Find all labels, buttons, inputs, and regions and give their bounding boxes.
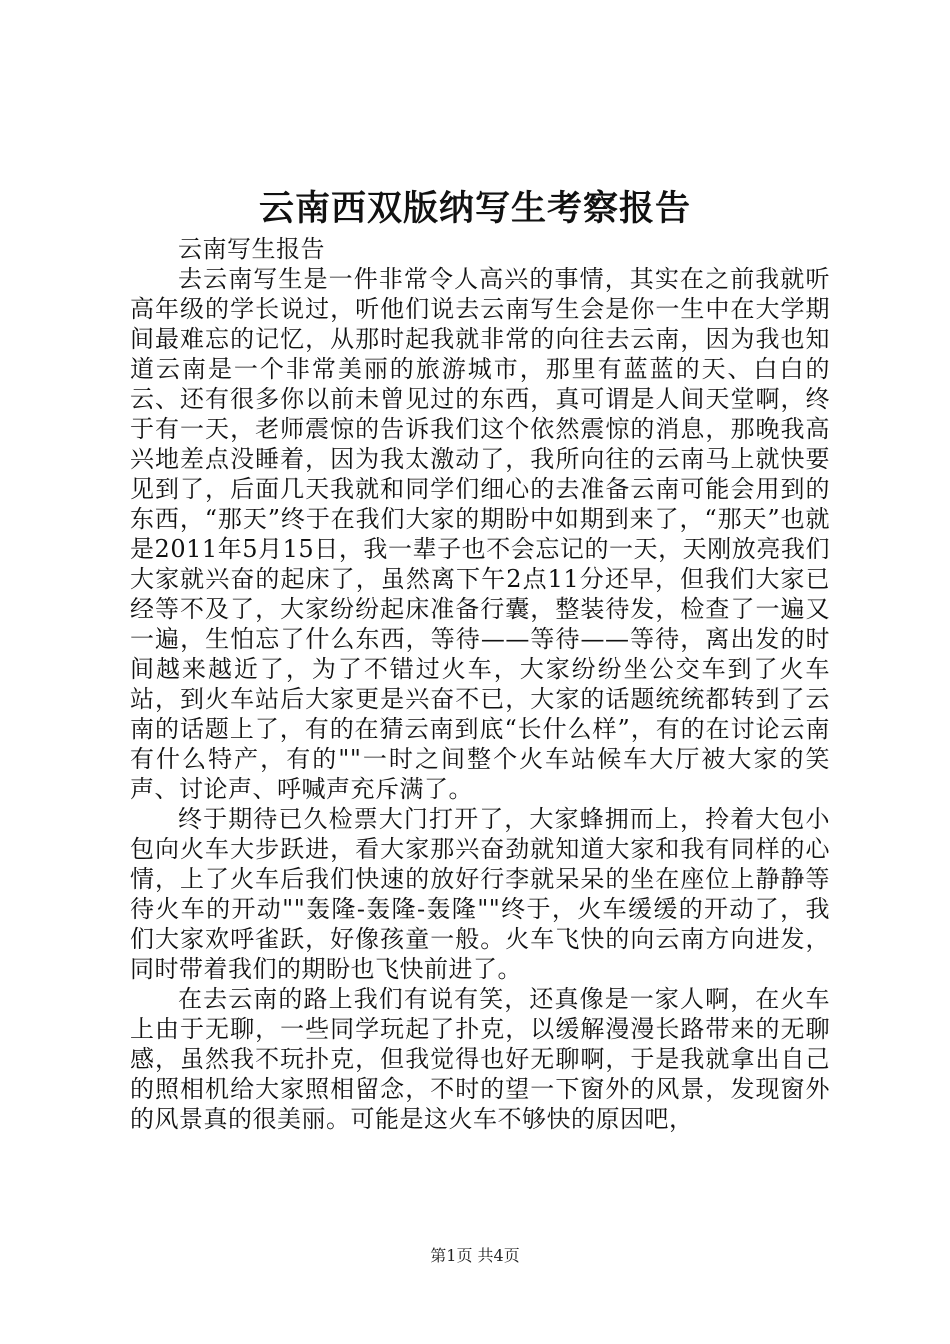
subtitle-line: 云南写生报告: [178, 235, 325, 263]
paragraph-1: 去云南写生是一件非常令人高兴的事情，其实在之前我就听高年级的学长说过，听他们说去云南写生会是你一生中在大学期间最难忘的记忆，从那时起我就非常的向往去云南，因为我也知道云南是一个非常美丽的旅游城市，那里有蓝蓝的天、白白的云、还有很多你以前未曾见过的东西，真可谓是人间天堂啊，终于有一天，老师震惊的告诉我们这个依然震惊的消息，那晚我高兴地差点没睡着，因为我太激动了，我所向往的云南马上就快要见到了，后面几天我就和同学们细心的去准备云南可能会用到的东西，“那天”终于在我们大家的期盼中如期到来了，“那天”也就是2011年5月15日，我一辈子也不会忘记的一天，天刚放亮我们大家就兴奋的起床了，虽然离下午2点11分还早，但我们大家已经等不及了，大家纷纷起床准备行囊，整装待发，检查了一遍又一遍，生怕忘了什么东西，等待——等待——等待，离出发的时间越来越近了，为了不错过火车，大家纷纷坐公交车到了火车站，到火车站后大家更是兴奋不已，大家的话题统统都转到了云南的话题上了，有的在猜云南到底“长什么样”，有的在讨论云南有什么特产，有的""一时之间整个火车站候车大厅被大家的笑声、讨论声、呼喊声充斥满了。: [130, 265, 830, 803]
document-title: 云南西双版纳写生考察报告: [258, 188, 691, 229]
paragraph-3: 在去云南的路上我们有说有笑，还真像是一家人啊，在火车上由于无聊，一些同学玩起了扑克，以缓解漫漫长路带来的无聊感，虽然我不玩扑克，但我觉得也好无聊啊，于是我就拿出自己的照相机给大家照相留念，不时的望一下窗外的风景，发现窗外的风景真的很美丽。可能是这火车不够快的原因吧，: [130, 985, 830, 1133]
page-footer: 第1页 共4页: [430, 1246, 520, 1265]
document-body: [130, 234, 830, 1134]
paragraph-2: 终于期待已久检票大门打开了，大家蜂拥而上，拎着大包小包向火车大步跃进，看大家那兴奋劲就知道大家和我有同样的心情，上了火车后我们快速的放好行李就呆呆的坐在座位上静静等待火车的开动""轰隆-轰隆-轰隆""终于，火车缓缓的开动了，我们大家欢呼雀跃，好像孩童一般。火车飞快的向云南方向进发，同时带着我们的期盼也飞快前进了。: [130, 805, 830, 983]
